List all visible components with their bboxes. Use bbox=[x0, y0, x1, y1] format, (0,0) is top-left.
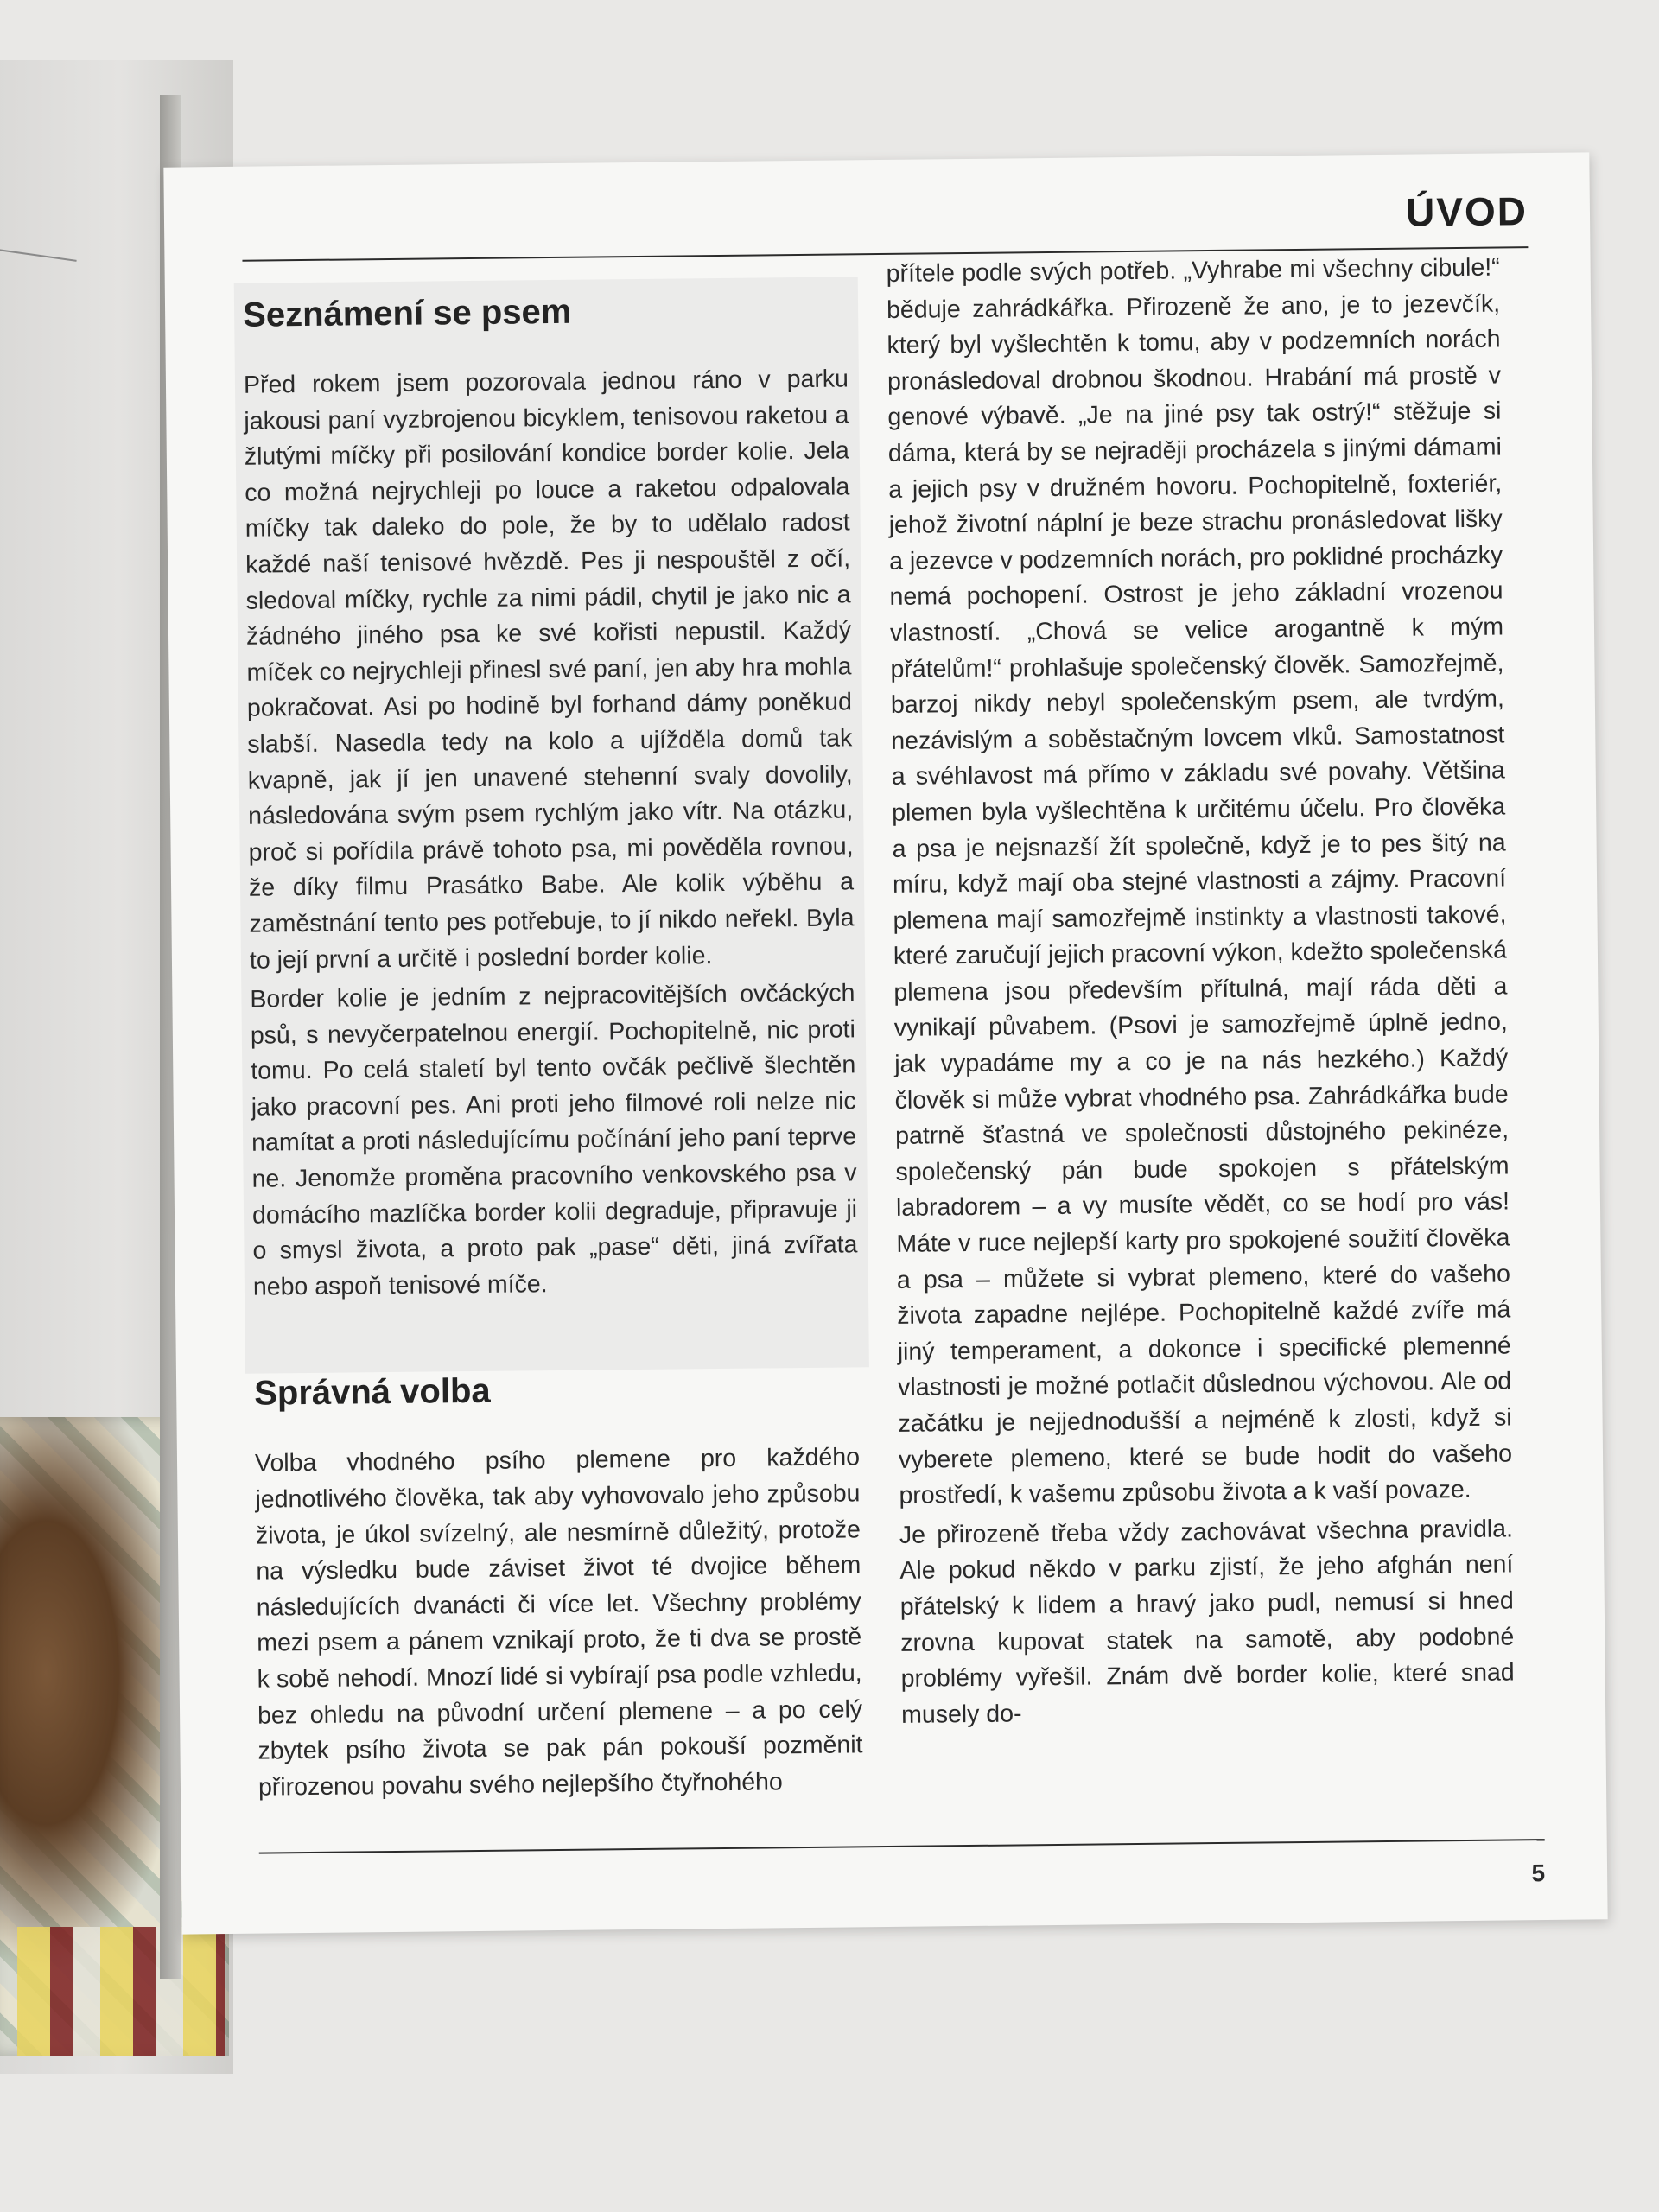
page-number: 5 bbox=[1531, 1859, 1546, 1887]
paragraph: Border kolie je jedním z nejpracovitějších ovčáckých psů, s nevyčerpatelnou energií. Pochopitelně, nic proti tomu. Po celá staletí byl tento ovčák pečlivě šlechtěn jako pracovní pes. Ani proti jeho filmové roli nelze nic namítat a proti následujícímu počínání jeho paní teprve ne. Jenomže proměna pracovního venkovského psa v domácího mazlíčka border kolii degraduje, připravuje ji o smysl života, a proto pak „pase“ děti, jiná zvířata nebo aspoň tenisové míče. bbox=[250, 979, 858, 1301]
book-page bbox=[163, 152, 1607, 1934]
right-column bbox=[886, 251, 1515, 1738]
paragraph: přítele podle svých potřeb. „Vyhrabe mi všechny cibule!“ běduje zahrádkářka. Přirozeně že ano, je to jezevčík, který byl vyšlechtěn k tomu, aby v podzemních norách pronásledoval drobnou škodnou. Hrabání má prostě v genové výbavě. „Je na jiné psy tak ostrý!“ stěžuje si dáma, která by se nejraději procházela s jinými dámami a jejich psy v družném hovoru. Pochopitelně, foxteriér, jehož životní náplní je beze strachu pronásledovat lišky a jezevce v podzemních norách, pro poklidné procházky nemá pochopení. Ostrost je jeho základní vrozenou vlastností. „Chová se velice arogantně k mým přátelům!“ prohlašuje společenský člověk. Samozřejmě, barzoj nikdy nebyl společenským psem, ale tvrdým, nezávislým a soběstačným lovcem vlků. Samostatnost a svéhlavost má přímo v základu své povahy. Většina plemen byla vyšlechtěna k určitému účelu. Pro člověka a psa je nejsnazší žít společně, když je to pes šitý na míru, když mají oba stejné vlastnosti a zájmy. Pracovní plemena mají samozřejmě instinkty a vlastnosti takové, které zaručují jejich pracovní výkon, kdežto společenská plemena jsou především přítulná, mají ráda děti a vynikají půvabem. (Psovi je samozřejmě úplně jedno, jak vypadáme my a co je na nás hezkého.) Každý člověk si může vybrat vhodného psa. Zahrádkářka bude patrně šťastná ve společnosti důstojného pekinéze, společenský pán bude spokojen s přátelským labradorem – a vy musíte vědět, co se hodí pro vás! Máte v ruce nejlepší karty pro spokojené soužití člověka a psa – můžete si vybrat plemeno, které do vašeho života zapadne nejlépe. Pochopitelně každé zvíře má jiný temperament, a dokonce i specifické plemenné vlastnosti je možné potlačit důslednou výchovou. Ale od začátku je nejjednodušší a nejméně k zlosti, když si vyberete plemeno, které se bude hodit do vašeho prostředí, k vašemu způsobu života a k vaší povaze. bbox=[886, 253, 1513, 1510]
paragraph: Je přirozeně třeba vždy zachovávat všechna pravidla. Ale pokud někdo v parku zjistí, že jeho afghán není přátelský k lidem a hravý jako pudl, nemusí si hned zrovna kupovat statek na samotě, aby podobné problémy vyřešil. Znám dvě border kolie, které snad musely do- bbox=[899, 1515, 1515, 1729]
section-spravna-volba bbox=[254, 1369, 863, 1806]
section-heading-seznameni: Seznámení se psem bbox=[242, 292, 572, 334]
section-heading-volba: Správná volba bbox=[253, 1372, 491, 1414]
left-column bbox=[243, 289, 863, 1809]
chapter-title: ÚVOD bbox=[1405, 188, 1529, 235]
paragraph: Volba vhodného psího plemene pro každého jednotlivého člověka, tak aby vyhovovalo jeho způsobu života, je úkol svízelný, ale nesmírně důležitý, protože na výsledku bude záviset život té dvojice během následujících dvanácti či více let. Všechny problémy mezi psem a pánem vznikají proto, že ti dva se prostě k sobě nehodí. Mnozí lidé si vybírají psa podle vzhledu, bez ohledu na původní určení plemene – a po celý zbytek psího života se pak pán pokouší pozměnit přirozenou povahu svého nejlepšího čtyřnohého bbox=[254, 1443, 863, 1802]
paragraph: Před rokem jsem pozorovala jednou ráno v parku jakousi paní vyzbrojenou bicyklem, tenisovou raketou a žlutými míčky při posilování kondice border kolie. Jela co možná nejrychleji po louce a raketou odpalovala míčky tak daleko do pole, že by to udělalo radost každé naší tenisové hvězdě. Pes ji nespouštěl z očí, sledoval míčky, rychle za nimi pádil, chytil je jako nic a žádného jiného psa ke své kořisti nepustil. Každý míček co nejrychleji přinesl své paní, jen aby hra mohla pokračovat. Asi po hodině byl forhand dámy poněkud slabší. Nasedla tedy na kolo a ujížděla domů tak kvapně, jak jí jen unavené stehenní svaly dovolily, následována svým psem rychlým jako vítr. Na otázku, proč si pořídila právě tohoto psa, mi pověděla rovnou, že díky filmu Prasátko Babe. Ale kolik výběhu a zaměstnání tento pes potřebuje, to jí nikdo neřekl. Byla to její první a určitě i poslední border kolie. bbox=[243, 365, 855, 975]
plaid-blanket-image bbox=[17, 1927, 225, 2056]
left-page-rule bbox=[0, 242, 77, 262]
footer-rule bbox=[259, 1839, 1545, 1854]
